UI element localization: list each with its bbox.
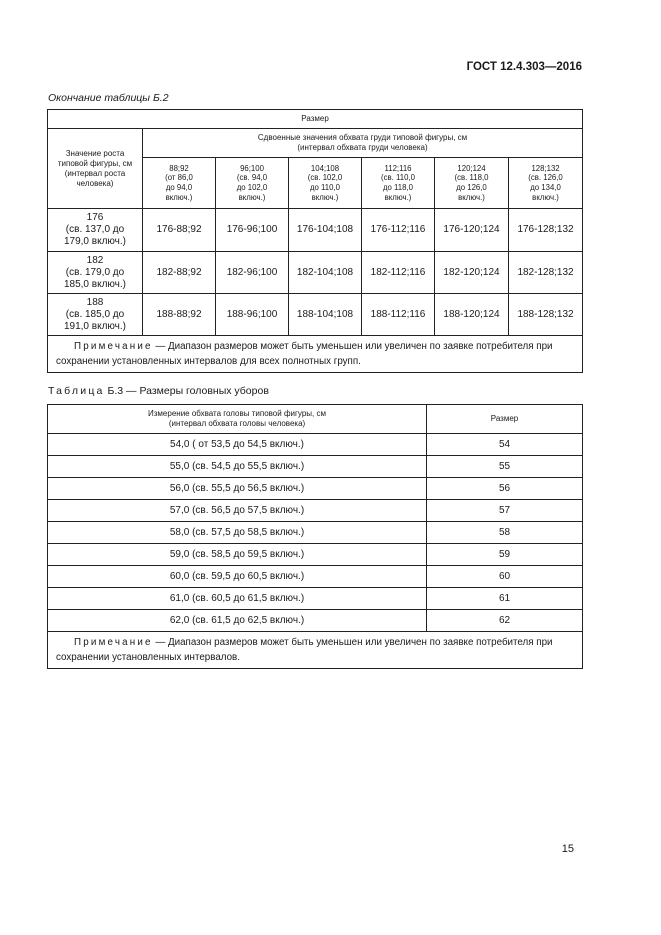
height-header bbox=[48, 129, 143, 209]
note-text-continued: сохранении установленных интервалов для всех полнотных групп. bbox=[56, 356, 361, 367]
size-cell: 61 bbox=[427, 588, 583, 610]
size-cell: 176-128;132 bbox=[509, 209, 583, 252]
range-cell: 62,0 (св. 61,5 до 62,5 включ.) bbox=[48, 610, 427, 632]
size-cell: 188-120;124 bbox=[435, 294, 509, 336]
size-cell: 176-112;116 bbox=[362, 209, 435, 252]
head-circumference-header: Измерение обхвата головы типовой фигуры, см (интервал обхвата головы человека) bbox=[48, 405, 427, 434]
size-cell: 188-112;116 bbox=[362, 294, 435, 336]
size-cell: 182-128;132 bbox=[509, 252, 583, 294]
height-header-line: типовой фигуры, см bbox=[57, 158, 133, 168]
height-cell: 188 (св. 185,0 до 191,0 включ.) bbox=[48, 294, 143, 336]
note-text-continued: сохранении установленных интервалов. bbox=[56, 652, 240, 663]
document-code: ГОСТ 12.4.303—2016 bbox=[466, 61, 582, 73]
size-cell: 58 bbox=[427, 522, 583, 544]
range-cell: 56,0 (св. 55,5 до 56,5 включ.) bbox=[48, 478, 427, 500]
note-label: Примечание bbox=[74, 341, 153, 352]
size-cell: 176-104;108 bbox=[289, 209, 362, 252]
size-cell: 62 bbox=[427, 610, 583, 632]
range-cell: 60,0 (св. 59,5 до 60,5 включ.) bbox=[48, 566, 427, 588]
size-cell: 182-96;100 bbox=[216, 252, 289, 294]
size-cell: 188-128;132 bbox=[509, 294, 583, 336]
chest-column-header: 88;92 (от 86,0 до 94,0 включ.) bbox=[143, 158, 216, 209]
chest-column-header: 112;116 (св. 110,0 до 118,0 включ.) bbox=[362, 158, 435, 209]
size-cell: 54 bbox=[427, 434, 583, 456]
table-row bbox=[48, 209, 583, 252]
table-b3 bbox=[47, 404, 583, 669]
chest-column-header: 96;100 (св. 94,0 до 102,0 включ.) bbox=[216, 158, 289, 209]
range-cell: 61,0 (св. 60,5 до 61,5 включ.) bbox=[48, 588, 427, 610]
table-b2-note-row bbox=[48, 336, 583, 373]
size-cell: 60 bbox=[427, 566, 583, 588]
size-cell: 188-88;92 bbox=[143, 294, 216, 336]
range-cell: 59,0 (св. 58,5 до 59,5 включ.) bbox=[48, 544, 427, 566]
size-cell: 182-88;92 bbox=[143, 252, 216, 294]
height-header-line: человека) bbox=[76, 178, 114, 188]
table-row bbox=[48, 588, 583, 610]
note-text: — Диапазон размеров может быть уменьшен или увеличен по заявке потребителя при bbox=[152, 637, 553, 648]
height-cell: 176 (св. 137,0 до 179,0 включ.) bbox=[48, 209, 143, 252]
size-cell: 182-120;124 bbox=[435, 252, 509, 294]
height-cell: 182 (св. 179,0 до 185,0 включ.) bbox=[48, 252, 143, 294]
table-b3-note bbox=[48, 632, 583, 669]
table-b3-note-row bbox=[48, 632, 583, 669]
size-cell: 176-120;124 bbox=[435, 209, 509, 252]
table-b3-header-row bbox=[48, 405, 583, 434]
table-row bbox=[48, 522, 583, 544]
size-cell: 176-96;100 bbox=[216, 209, 289, 252]
table-row bbox=[48, 500, 583, 522]
chest-header-line: (интервал обхвата груди человека) bbox=[297, 143, 428, 152]
table-b2-caption: Окончание таблицы Б.2 bbox=[48, 92, 169, 104]
caption-label: Таблица bbox=[48, 385, 105, 397]
table-b2-note bbox=[48, 336, 583, 373]
table-row bbox=[48, 544, 583, 566]
table-row bbox=[48, 610, 583, 632]
table-b2 bbox=[47, 109, 583, 373]
table-row bbox=[48, 478, 583, 500]
table-b3-caption bbox=[48, 385, 269, 397]
size-cell: 182-112;116 bbox=[362, 252, 435, 294]
range-cell: 58,0 (св. 57,5 до 58,5 включ.) bbox=[48, 522, 427, 544]
size-cell: 188-96;100 bbox=[216, 294, 289, 336]
table-row bbox=[48, 252, 583, 294]
size-cell: 56 bbox=[427, 478, 583, 500]
size-cell: 176-88;92 bbox=[143, 209, 216, 252]
range-cell: 55,0 (св. 54,5 до 55,5 включ.) bbox=[48, 456, 427, 478]
chest-header-line: Сдвоенные значения обхвата груди типовой фигуры, см bbox=[257, 133, 468, 142]
size-cell: 57 bbox=[427, 500, 583, 522]
caption-text: Б.3 — Размеры головных уборов bbox=[104, 385, 269, 397]
table-row bbox=[48, 434, 583, 456]
table-row bbox=[48, 294, 583, 336]
range-cell: 54,0 ( от 53,5 до 54,5 включ.) bbox=[48, 434, 427, 456]
size-header: Размер bbox=[48, 110, 583, 129]
chest-column-header: 104;108 (св. 102,0 до 110,0 включ.) bbox=[289, 158, 362, 209]
chest-header bbox=[143, 129, 583, 158]
size-cell: 182-104;108 bbox=[289, 252, 362, 294]
chest-column-header: 128;132 (св. 126,0 до 134,0 включ.) bbox=[509, 158, 583, 209]
size-cell: 55 bbox=[427, 456, 583, 478]
note-text: — Диапазон размеров может быть уменьшен или увеличен по заявке потребителя при bbox=[152, 341, 553, 352]
range-cell: 57,0 (св. 56,5 до 57,5 включ.) bbox=[48, 500, 427, 522]
table-row bbox=[48, 456, 583, 478]
size-cell: 59 bbox=[427, 544, 583, 566]
size-header: Размер bbox=[427, 405, 583, 434]
size-cell: 188-104;108 bbox=[289, 294, 362, 336]
table-row bbox=[48, 566, 583, 588]
height-header-line: (интервал роста bbox=[64, 168, 126, 178]
note-label: Примечание bbox=[74, 637, 153, 648]
chest-column-header: 120;124 (св. 118,0 до 126,0 включ.) bbox=[435, 158, 509, 209]
page-number: 15 bbox=[561, 843, 574, 855]
height-header-line: Значение роста bbox=[65, 148, 125, 158]
